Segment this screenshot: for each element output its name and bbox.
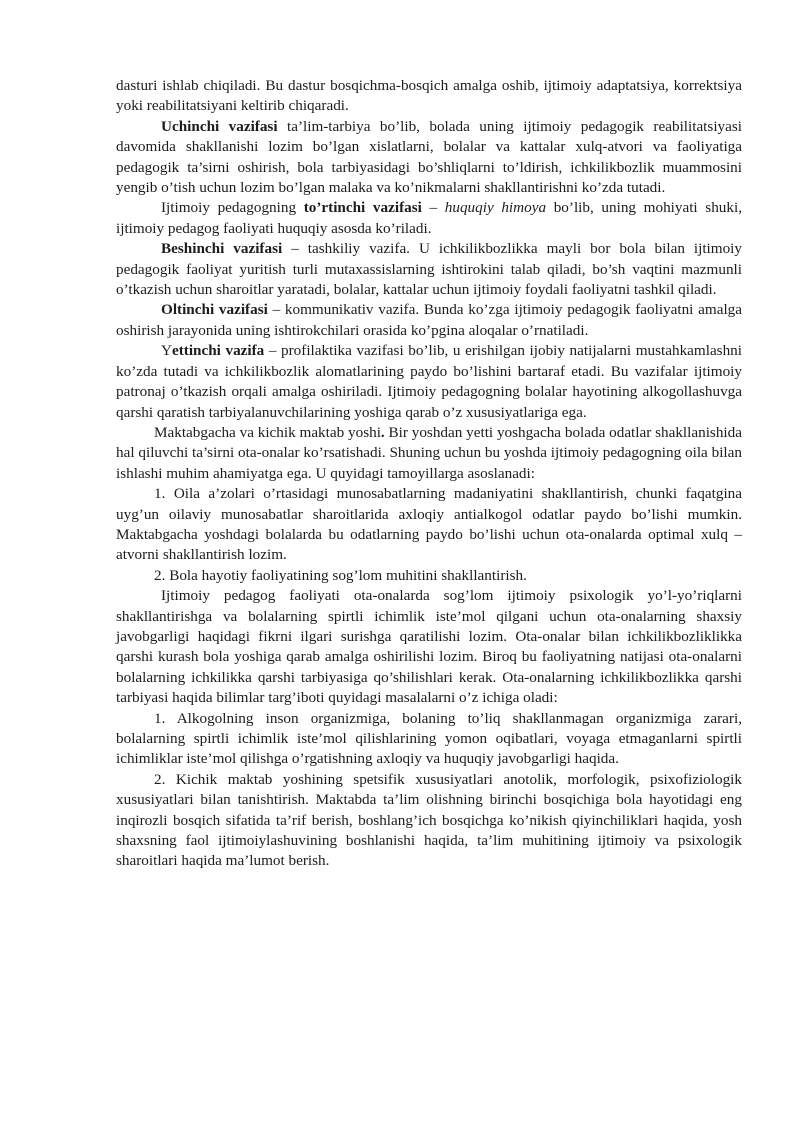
- preschool-age-dot: .: [380, 423, 385, 441]
- paragraph-preschool-age: [116, 423, 742, 484]
- fifth-task-heading: Beshinchi vazifasi: [161, 240, 283, 258]
- document-page: [116, 76, 742, 872]
- paragraph-fourth-task: [116, 198, 742, 239]
- list-item-2: 2. Bola hayotiy faoliyatining sog’lom muhitini shakllantirish.: [154, 566, 527, 584]
- third-task-heading: Uchinchi vazifasi: [161, 117, 278, 135]
- list-item-school-age: 2. Kichik maktab yoshining spetsifik xususiyatlari anotolik, morfologik, psixofiziologik xususiyatlari bilan tanishtirish. Maktabda ta’lim olishning birinchi bosqichiga bola hayotidagi eng inqirozli bosqich sifatida ta’rif berish, boshlang’ich bosqichga ko’nikish qiyinchiliklari haqida, yosh shaxsning faol ijtimoiylashuvining boshlanishi haqida, ta’lim muhitining ijtimoiy va psixologik sharoitlari haqida ma’lumot berish.: [116, 770, 742, 870]
- fourth-task-dash: –: [421, 199, 445, 217]
- sixth-task-text: – kommunikativ vazifa. Bunda ko’zga ijtimoiy pedagogik faoliyatni amalga oshirish jarayonida uning ishtirokchilari orasida ko’pgina aloqalar o’rnatiladi.: [116, 301, 742, 339]
- seventh-task-initial: Y: [161, 342, 172, 360]
- fourth-task-heading: to’rtinchi vazifasi: [303, 199, 422, 217]
- preschool-age-lead: Maktabgacha va kichik maktab yoshi: [154, 423, 381, 441]
- list-item-1: 1. Oila a’zolari o’rtasidagi munosabatlarning madaniyatini shakllantirish, chunki faqatgina uyg’un oilaviy munosabatlar sharoitlarida axloqiy antialkogol odatlar paydo bo’lishi mumkin. Maktabgacha yoshdagi bolalarda bu odatlarning paydo bo’lishi uchun ota-onalarda optimal xulq – atvorni shakllantirish lozim.: [116, 485, 742, 564]
- preschool-age-text: Bir yoshdan yetti yoshgacha bolada odatlar shakllanishida hal qiluvchi ta’sirni ota-onalar ko’rsatishadi. Shuning uchun bu yoshda ijtimoiy pedagogning oila bilan ishlashi muhim ahamiyatga ega. U quyidagi tamoyillarga asoslanadi:: [116, 423, 742, 482]
- fourth-task-italic: huquqiy himoya: [444, 199, 547, 217]
- paragraph-social-pedagog: Ijtimoiy pedagog faoliyati ota-onalarda sog’lom ijtimoiy psixologik yo’l-yo’riqlarni shakllantirishga va bolalarning spirtli ichimlik iste’mol qilgani uchun ota-onalarning shaxsiy javobgarligi haqidagi fikrni ilgari surishga qaratilishi lozim. Ota-onalar bilan ichkilikbozliklikka qarshi kurash bola yoshiga qarab amalga oshirilishi lozim. Biroq bu faoliyatning natijasi ota-onalarni bolalarning ichkilikka qarshi tarbiyasiga qo’shilishlari kerak. Ota-onalarning ichkilikbozlikka qarshi tarbiyasi haqida bilimlar targ’iboti quyidagi masalalarni o’z ichiga oladi:: [116, 587, 742, 707]
- paragraph-sixth-task: [116, 300, 742, 341]
- fourth-task-text: bo’lib, uning mohiyati shuki, ijtimoiy pedagog faoliyati huquqiy asosda ko’riladi.: [116, 199, 743, 237]
- paragraph-third-task: [116, 117, 742, 199]
- seventh-task-heading: ettinchi vazifa: [171, 342, 265, 360]
- sixth-task-heading: Oltinchi vazifasi: [161, 301, 268, 319]
- paragraph-fifth-task: [116, 239, 742, 300]
- seventh-task-text: – profilaktika vazifasi bo’lib, u erishilgan ijobiy natijalarni mustahkamlashni ko’zda tutadi va ichkilikbozlik alomatlarining paydo bo’lishini bartaraf etadi. Bu vazifalar ijtimoiy patronaj o’tkazish orqali amalga oshiriladi. Ijtimoiy pedagogning bolalar hayotining alkogollashuvga qarshi qaratish tarbiyalanuvchilarining yoshiga qarab o’z xususiyatlariga ega.: [116, 342, 742, 421]
- fourth-task-intro: Ijtimoiy pedagogning: [161, 199, 304, 217]
- paragraph-seventh-task: [116, 341, 742, 423]
- list-item-alcohol: 1. Alkogolning inson organizmiga, bolaning to’liq shakllanmagan organizmiga zarari, bolalarning spirtli ichimlik iste’mol qilishlarining yomon oqibatlari, voyaga etmaganlarni spirtli ichimliklar iste’mol qilishga o’rgatishning axloqiy va huquqiy javobgarligi haqida.: [116, 709, 742, 768]
- third-task-text: ta’lim-tarbiya bo’lib, bolada uning ijtimoiy pedagogik reabilitatsiyasi davomida shakllanishi lozim bo’lgan xislatlarni, bolalar va kattalar xulq-atvori va faoliyatiga pedagogik ta’sirni oshirish, bola tarbiyasidagi bo’shliqlarni to’ldirish, ichkilikbozlik muammosini yengib o’tish uchun lozim bo’lgan malaka va ko’nikmalarni shakllantirishni ko’zda tutadi.: [116, 117, 742, 197]
- fifth-task-text: – tashkiliy vazifa. U ichkilikbozlikka mayli bor bola bilan ijtimoiy pedagogik faoliyat yuritish turli mutaxassislarning ishtirokini talab qiladi, bo’sh vaqtini mazmunli o’tkazish uchun sharoitlar yaratadi, bolalar, kattalar uchun ijtimoiy foydali faoliyatni tashkil qiladi.: [116, 240, 742, 299]
- paragraph-1: dasturi ishlab chiqiladi. Bu dastur bosqichma-bosqich amalga oshib, ijtimoiy adaptatsiya, korrektsiya yoki reabilitatsiyani keltirib chiqaradi.: [116, 77, 742, 115]
